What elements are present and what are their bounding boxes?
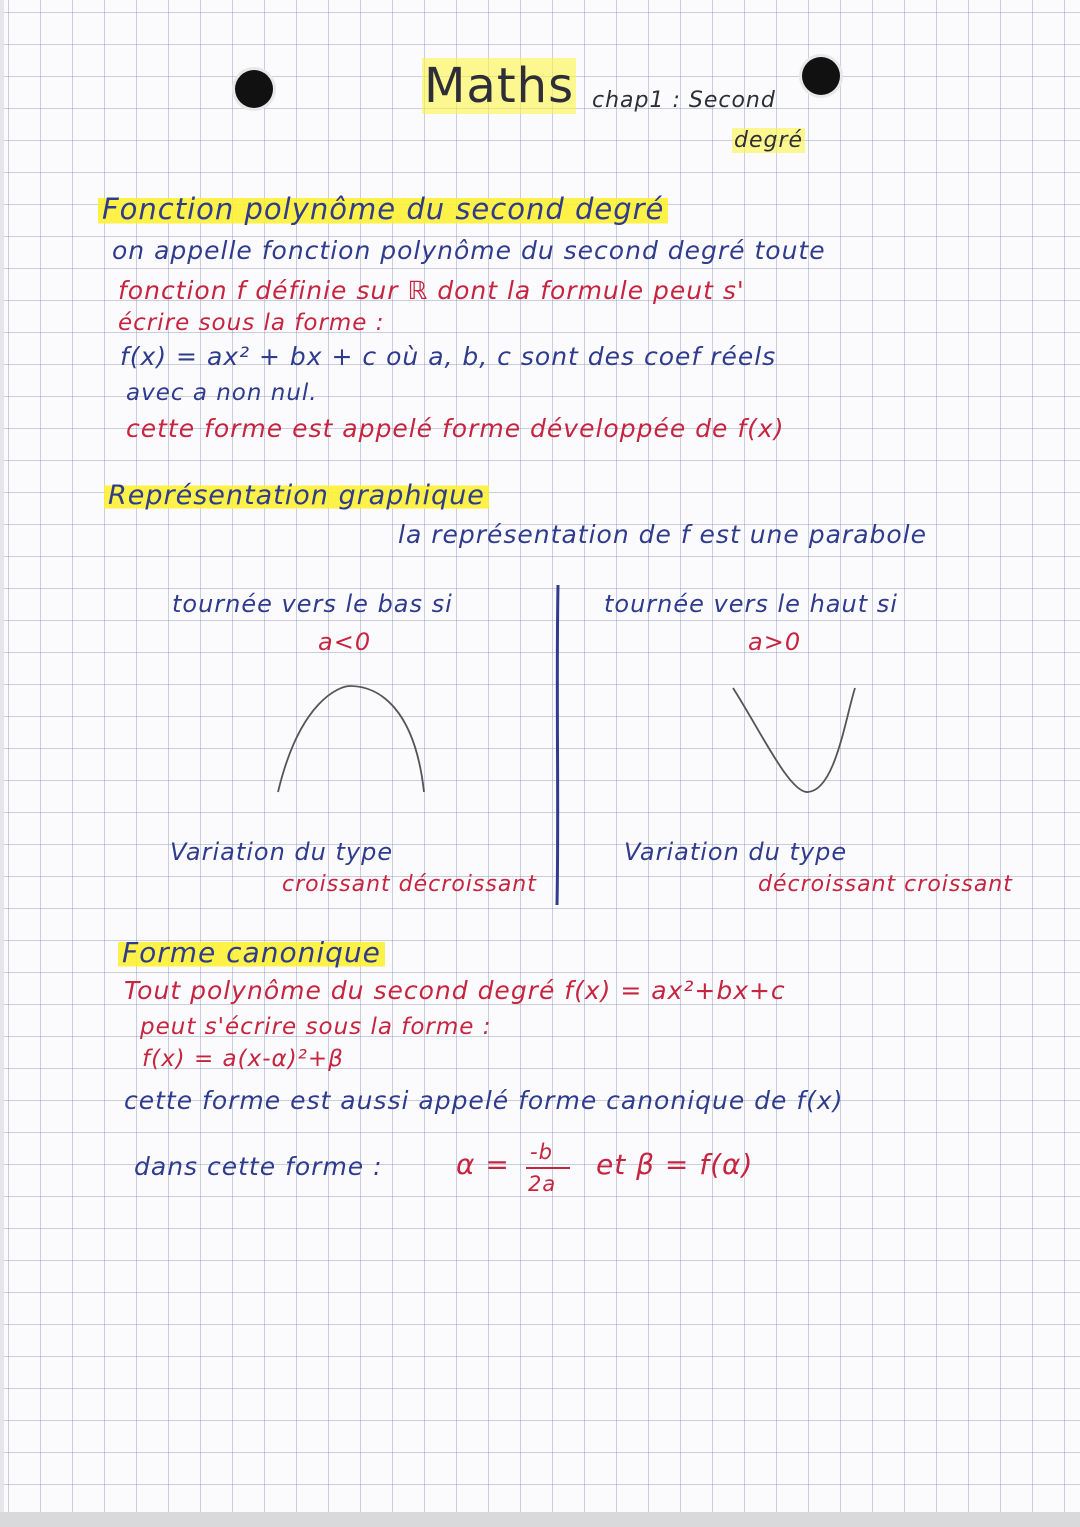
definition-line-6: cette forme est appelé forme développée de f(x) <box>126 414 785 443</box>
canonical-line-4: cette forme est aussi appelé forme canonique de f(x) <box>124 1086 844 1115</box>
left-variation-label: Variation du type <box>170 838 394 866</box>
left-condition: a<0 <box>318 628 372 656</box>
definition-line-2: fonction f définie sur ℝ dont la formule peut s' <box>118 276 745 305</box>
definition-line-5: avec a non nul. <box>126 380 318 406</box>
canonical-line-2: peut s'écrire sous la forme : <box>140 1014 492 1040</box>
alpha-fraction-bar <box>526 1167 570 1169</box>
graph-intro: la représentation de f est une parabole <box>398 520 928 549</box>
chapter-label: chap1 : Second <box>592 88 776 113</box>
alpha-denominator: 2a <box>528 1172 557 1196</box>
alpha-lhs: α = <box>456 1148 510 1181</box>
chapter-label-cont: degré <box>734 128 804 153</box>
section-heading-definition: Fonction polynôme du second degré <box>98 192 668 226</box>
paper-edge-left <box>0 0 4 1527</box>
canonical-line-3: f(x) = a(x-α)²+β <box>142 1046 344 1072</box>
binder-hole-right <box>802 57 840 95</box>
right-variation-label: Variation du type <box>624 838 848 866</box>
canonical-line-1: Tout polynôme du second degré f(x) = ax²+bx+c <box>124 976 786 1005</box>
beta-definition: et β = f(α) <box>596 1148 754 1181</box>
definition-line-4: f(x) = ax² + bx + c où a, b, c sont des coef réels <box>120 342 777 371</box>
right-condition: a>0 <box>748 628 802 656</box>
right-caption: tournée vers le haut si <box>604 590 898 618</box>
left-caption: tournée vers le bas si <box>172 590 453 618</box>
definition-line-3: écrire sous la forme : <box>118 310 385 336</box>
binder-hole-left <box>235 70 273 108</box>
section-heading-canonical: Forme canonique <box>118 936 385 969</box>
section-heading-graph: Représentation graphique <box>104 480 489 511</box>
left-variation-value: croissant décroissant <box>282 872 537 897</box>
alpha-numerator: -b <box>530 1140 553 1164</box>
definition-line-1: on appelle fonction polynôme du second degré toute <box>112 236 826 265</box>
right-variation-value: décroissant croissant <box>758 872 1013 897</box>
page-title: Maths <box>424 58 575 114</box>
paper-edge-bottom <box>0 1512 1080 1527</box>
canonical-formula-prefix: dans cette forme : <box>134 1152 383 1181</box>
